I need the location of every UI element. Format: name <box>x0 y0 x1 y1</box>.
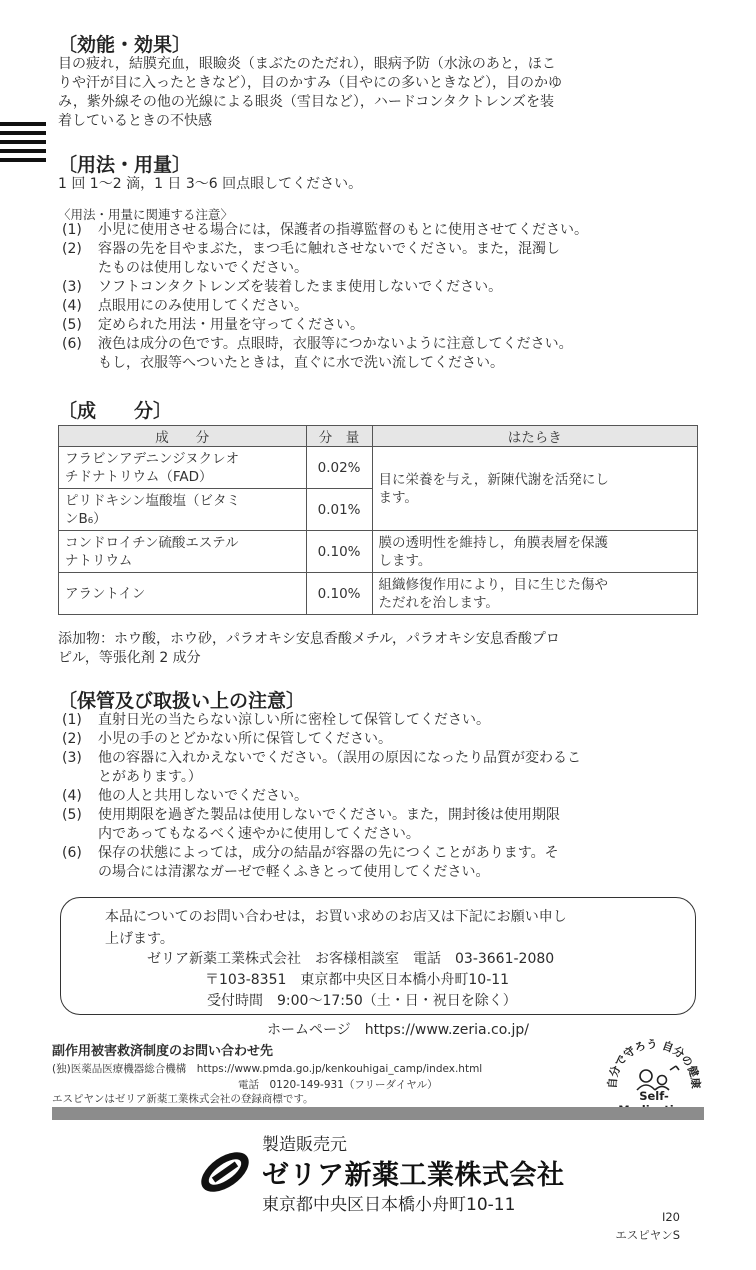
efficacy-heading: 〔効能・効果〕 <box>58 34 192 56</box>
ingredient-amount: 0.10% <box>306 573 372 615</box>
item-text: の場合には清潔なガーゼで軽くふきとって使用してください。 <box>98 864 490 880</box>
additives-line: ピル，等張化剤 2 成分 <box>58 650 201 666</box>
efficacy-text <box>58 55 698 131</box>
ingredient-amount: 0.10% <box>306 531 372 573</box>
family-figures-icon <box>637 1066 679 1090</box>
dosage-heading: 〔用法・用量〕 <box>58 154 192 176</box>
zeria-logo-icon <box>196 1143 254 1201</box>
document-code: I20 <box>661 1210 680 1224</box>
item-number: (5) <box>62 807 82 823</box>
item-text: 定められた用法・用量を守ってください。 <box>98 317 364 333</box>
item-text: とがあります。） <box>98 769 202 785</box>
column-header-action: はたらき <box>372 426 697 447</box>
ingredient-name-line: コンドロイチン硫酸エステル <box>65 534 239 551</box>
item-text: 容器の先を目やまぶた，まつ毛に触れさせないでください。また，混濁し <box>98 241 560 257</box>
ingredient-name-line: フラビンアデニンジヌクレオ <box>65 450 240 467</box>
list-item <box>62 844 702 882</box>
dosage-notes-heading: 〈用法・用量に関連する注意〉 <box>58 207 234 222</box>
ingredient-name <box>59 447 307 489</box>
table-header-row <box>59 426 698 447</box>
additives-line: 添加物：ホウ酸，ホウ砂，パラオキシ安息香酸メチル，パラオキシ安息香酸プロ <box>58 631 560 647</box>
ingredient-amount: 0.02% <box>306 447 372 489</box>
product-code: エスピヤンS <box>615 1228 680 1242</box>
contact-address-line: 〒103-8351 東京都中央区日本橋小舟町10-11 <box>205 972 510 988</box>
column-header-amount: 分 量 <box>306 426 372 447</box>
ingredients-heading: 〔成 分〕 <box>58 400 173 422</box>
relief-org-line: (独)医薬品医療機器総合機構 https://www.pmda.go.jp/kenkouhigai_camp/index.html <box>52 1063 483 1075</box>
side-marker-bar-3 <box>0 140 46 144</box>
item-text: 使用期限を過ぎた製品は使用しないでください。また，開封後は使用期限 <box>98 807 560 823</box>
trademark-note: エスピヤンはゼリア新薬工業株式会社の登録商標です。 <box>52 1093 314 1105</box>
ingredient-name-line: アラントイン <box>65 585 146 602</box>
list-item <box>62 711 702 730</box>
item-number: (1) <box>62 222 82 238</box>
list-item <box>62 806 702 844</box>
side-marker-bar-5 <box>0 158 46 162</box>
efficacy-line: み，紫外線その他の光線による眼炎（雪目など），ハードコンタクトレンズを装 <box>58 94 554 110</box>
list-item <box>62 221 702 240</box>
item-text: たものは使用しないでください。 <box>98 260 308 276</box>
item-number: (5) <box>62 317 82 333</box>
table-row <box>59 531 698 573</box>
maker-name: ゼリア新薬工業株式会社 <box>262 1160 565 1191</box>
efficacy-line: 目の疲れ，結膜充血，眼瞼炎（まぶたのただれ），眼病予防（水泳のあと，ほこ <box>58 56 556 72</box>
ingredients-table <box>58 425 698 615</box>
list-item <box>62 749 702 787</box>
list-item <box>62 787 702 806</box>
list-item <box>62 297 702 316</box>
ingredient-action-line: 組織修復作用により，目に生じた傷や <box>378 576 609 593</box>
homepage-link[interactable]: ホームページ https://www.zeria.co.jp/ <box>266 1022 529 1038</box>
ingredient-name-line: ピリドキシン塩酸塩（ビタミ <box>65 492 241 509</box>
ingredient-action-line: ます。 <box>378 489 418 506</box>
dosage-notes-list <box>62 221 702 373</box>
item-text: ソフトコンタクトレンズを装着したまま使用しないでください。 <box>98 279 503 295</box>
efficacy-line: りや汗が目に入ったときなど），目のかすみ（目やにの多いときなど），目のかゆ <box>58 75 562 91</box>
list-item <box>62 278 702 297</box>
item-number: (3) <box>62 750 82 766</box>
badge-arc-text: 自分で守ろう 自分の健康 <box>605 1037 703 1090</box>
list-item <box>62 316 702 335</box>
table-row <box>59 573 698 615</box>
item-text: 他の人と共用しないでください。 <box>98 788 308 804</box>
relief-phone-line: 電話 0120-149-931（フリーダイヤル） <box>238 1079 438 1091</box>
side-marker-bar-4 <box>0 149 46 153</box>
ingredient-name <box>59 489 307 531</box>
ingredient-action <box>372 573 697 615</box>
item-number: (6) <box>62 336 82 352</box>
item-number: (2) <box>62 241 82 257</box>
divider-bar <box>52 1107 704 1120</box>
ingredient-name <box>59 573 307 615</box>
contact-intro-2: 上げます。 <box>105 931 174 947</box>
list-item <box>62 240 702 278</box>
contact-company-line: ゼリア新薬工業株式会社 お客様相談室 電話 03-3661-2080 <box>147 951 555 967</box>
side-marker-bar-1 <box>0 122 46 126</box>
maker-label: 製造販売元 <box>262 1135 347 1155</box>
item-text: 内であってもなるべく速やかに使用してください。 <box>98 826 420 842</box>
item-number: (4) <box>62 298 82 314</box>
additives-text <box>58 630 698 668</box>
list-item <box>62 335 702 373</box>
item-text: 保存の状態によっては，成分の結晶が容器の先につくことがあります。そ <box>98 845 559 861</box>
ingredient-action-line: します。 <box>378 552 432 569</box>
self-medication-label: Self- <box>639 1089 669 1103</box>
ingredient-action-line: ただれを治します。 <box>378 594 499 611</box>
ingredient-amount: 0.01% <box>306 489 372 531</box>
item-text: 小児の手のとどかない所に保管してください。 <box>98 731 392 747</box>
ingredient-action <box>372 447 697 531</box>
ingredient-action-line: 膜の透明性を維持し，角膜表層を保護 <box>378 534 609 551</box>
dosage-text: 1 回 1～2 滴，1 日 3～6 回点眼してください。 <box>58 176 363 192</box>
item-text: もし，衣服等へついたときは，直ぐに水で洗い流してください。 <box>98 355 504 371</box>
contact-box <box>60 897 696 1015</box>
contact-hours-line: 受付時間 9:00～17:50（土・日・祝日を除く） <box>207 993 517 1009</box>
contact-intro-1: 本品についてのお問い合わせは，お買い求めのお店又は下記にお願い申し <box>105 909 567 925</box>
table-row <box>59 447 698 489</box>
relief-heading: 副作用被害救済制度のお問い合わせ先 <box>52 1044 274 1059</box>
ingredient-action <box>372 531 697 573</box>
item-text: 小児に使用させる場合には，保護者の指導監督のもとに使用させてください。 <box>98 222 588 238</box>
ingredient-name-line: ンB₆） <box>65 510 107 527</box>
item-text: 液色は成分の色です。点眼時，衣服等につかないように注意してください。 <box>98 336 573 352</box>
ingredient-name-line: チドナトリウム（FAD） <box>65 468 213 485</box>
item-text: 点眼用にのみ使用してください。 <box>98 298 308 314</box>
ingredient-name <box>59 531 307 573</box>
item-number: (2) <box>62 731 82 747</box>
item-text: 他の容器に入れかえないでください。（誤用の原因になったり品質が変わるこ <box>98 750 581 766</box>
storage-heading: 〔保管及び取扱い上の注意〕 <box>58 690 306 712</box>
item-number: (6) <box>62 845 82 861</box>
item-number: (4) <box>62 788 82 804</box>
ingredient-action-line: 目に栄養を与え，新陳代謝を活発にし <box>378 471 609 488</box>
maker-address: 東京都中央区日本橋小舟町10-11 <box>262 1195 516 1215</box>
storage-list <box>62 711 702 882</box>
side-marker-bar-2 <box>0 131 46 135</box>
item-text: 直射日光の当たらない涼しい所に密栓して保管してください。 <box>98 712 490 728</box>
item-number: (1) <box>62 712 82 728</box>
list-item <box>62 730 702 749</box>
column-header-name: 成 分 <box>59 426 307 447</box>
efficacy-line: 着しているときの不快感 <box>58 113 212 129</box>
ingredient-name-line: ナトリウム <box>65 552 133 569</box>
item-number: (3) <box>62 279 82 295</box>
